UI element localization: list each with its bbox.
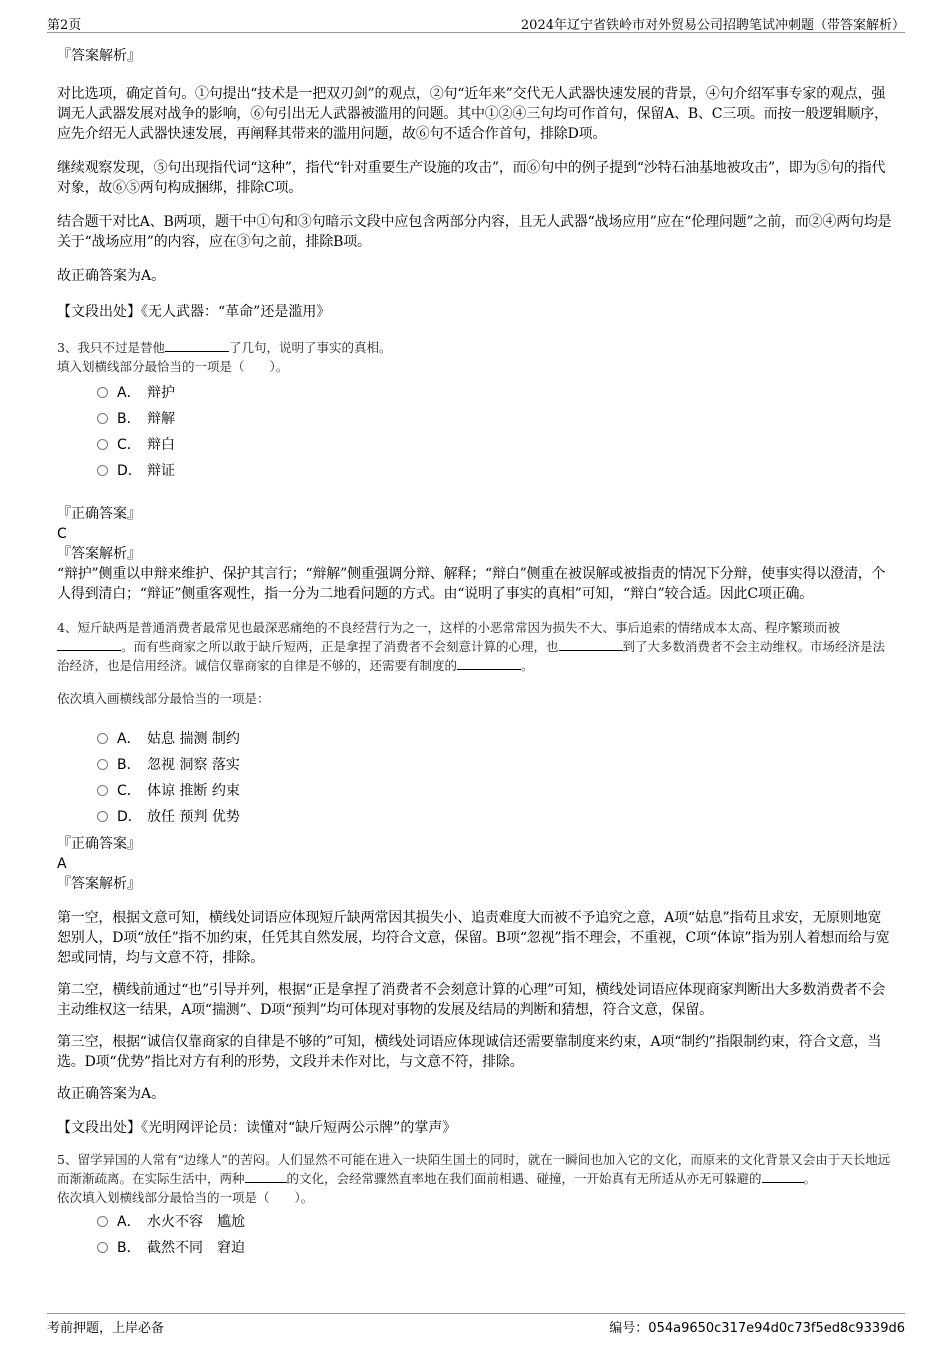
radio-icon[interactable] [97,785,108,796]
option-b[interactable]: B． 截然不同 窘迫 [97,1235,892,1261]
question-instruction: 依次填入画横线部分最恰当的一项是： [57,691,270,706]
correct-answer-heading: 『正确答案』 [57,836,141,852]
analysis-paragraph: 第二空，横线前通过“也”引导并列，根据“正是拿捏了消费者不会刻意计算的心理”可知，横线处词语应体现商家判断出大多数消费者不会主动维权这一结果，A项“揣测”、D项“预判”均可体现对事物的发展及结局的判断和猜想，符合文意，保留。 [57,982,886,1018]
correct-answer-heading: 『正确答案』 [57,506,141,522]
radio-icon[interactable] [97,413,108,424]
question-stem: 3、我只不过是替他 了几句，说明了事实的真相。 [57,340,392,355]
radio-icon[interactable] [97,465,108,476]
radio-icon[interactable] [97,1242,108,1253]
page-number: 第2页 [47,18,82,33]
option-a[interactable]: A． 辩护 [97,380,892,406]
page-footer [47,1313,905,1338]
analysis-paragraph: 继续观察发现，⑤句出现指代词“这种”，指代“针对重要生产设施的攻击”，而⑥句中的例子提到“沙特石油基地被攻击”，即为⑤句的指代对象，故⑥⑤两句构成捆绑，排除C项。 [57,160,886,196]
analysis-paragraph: 第三空，根据“诚信仅靠商家的自律是不够的”可知，横线处词语应体现诚信还需要靠制度来约束，A项“制约”指限制约束，符合文意，当选。D项“优势”指比对方有利的形势，文段并未作对比，与文意不符，排除。 [57,1034,882,1070]
radio-icon[interactable] [97,387,108,398]
correct-answer: A [57,856,67,872]
radio-icon[interactable] [97,759,108,770]
source-citation: 【文段出处】《光明网评论员：读懂对“缺斤短两公示牌”的掌声》 [57,1120,457,1136]
document-id: 编号：054a9650c317e94d0c73f5ed8c9339d6 [609,1321,905,1336]
analysis-paragraph: “辩护”侧重以申辩来维护、保护其言行；“辩解”侧重强调分辩、解释；“辩白”侧重在被误解或被指责的情况下分辩，使事实得以澄清，个人得到清白；“辩证”侧重客观性，指一分为二地看问题的方式。由“说明了事实的真相”可知，“辩白”较合适。因此C项正确。 [57,566,886,602]
analysis-paragraph: 第一空，根据文意可知，横线处词语应体现短斤缺两常因其损失小、追责难度大而被不予追究之意，A项“姑息”指苟且求安，无原则地宽恕别人，D项“放任”指不加约束，任凭其自然发展，均符合文意，保留。B项“忽视”指不理会，不重视，C项“体谅”指为别人着想而给与宽恕或同情，均与文意不符，排除。 [57,910,890,966]
radio-icon[interactable] [97,1216,108,1227]
radio-icon[interactable] [97,439,108,450]
answer-statement: 故正确答案为A。 [57,1086,166,1102]
page-header [47,12,905,33]
option-list [97,380,892,484]
option-b[interactable]: B． 忽视 洞察 落实 [97,752,892,778]
question-stem: 4、短斤缺两是普通消费者最常见也最深恶痛绝的不良经营行为之一，这样的小恶常常因为损失不大、事后追索的情绪成本太高、程序繁琐而被。而有些商家之所以敢于缺斤短两，正是拿捏了消费者不会刻意计算的心理，也 到了大多数消费者不会主动维权。市场经济是法治经济，也是信用经济。诚信仅靠商家的自律是不够的，还需要有制度的 。 [57,620,886,673]
page-content [57,46,892,1261]
question-stem: 5、留学异国的人常有“边缘人”的苦闷。人们显然不可能在进入一块陌生国土的同时，就在一瞬间也加入它的文化，而原来的文化背景又会由于天长地远而渐渐疏离。在实际生活中，两种 的文化，会经常骤然直率地在我们面前相遇、碰撞，一开始真有无所适从亦无可躲避的 。 [57,1152,891,1186]
analysis-heading: 『答案解析』 [57,876,141,892]
correct-answer: C [57,526,67,542]
document-title: 2024年辽宁省铁岭市对外贸易公司招聘笔试冲刺题（带答案解析） [520,18,905,33]
footer-slogan: 考前押题，上岸必备 [47,1321,165,1336]
answer-statement: 故正确答案为A。 [57,268,166,284]
question-instruction: 依次填入划横线部分最恰当的一项是（ ）。 [57,1190,314,1205]
option-d[interactable]: D． 辩证 [97,458,892,484]
option-a[interactable]: A． 姑息 揣测 制约 [97,726,892,752]
option-list [97,726,892,830]
question-instruction: 填入划横线部分最恰当的一项是（ ）。 [57,359,289,374]
analysis-paragraph: 结合题干对比A、B两项，题干中①句和③句暗示文段中应包含两部分内容，且无人武器“战场应用”应在“伦理问题”之前，而②④两句均是关于“战场应用”的内容，应在③句之前，排除B项。 [57,214,892,250]
option-d[interactable]: D． 放任 预判 优势 [97,804,892,830]
radio-icon[interactable] [97,811,108,822]
option-c[interactable]: C． 辩白 [97,432,892,458]
analysis-heading: 『答案解析』 [57,48,141,64]
radio-icon[interactable] [97,733,108,744]
option-a[interactable]: A． 水火不容 尴尬 [97,1209,892,1235]
analysis-paragraph: 对比选项，确定首句。①句提出“技术是一把双刃剑”的观点，②句“近年来”交代无人武器快速发展的背景，④句介绍军事专家的观点，强调无人武器发展对战争的影响，⑥句引出无人武器被滥用的问题。其中①②④三句均可作首句，保留A、B、C三项。而按一般逻辑顺序，应先介绍无人武器快速发展，再阐释其带来的滥用问题，故⑥句不适合作首句，排除D项。 [57,86,888,142]
analysis-heading: 『答案解析』 [57,546,141,562]
option-list [97,1209,892,1261]
source-citation: 【文段出处】《无人武器：“革命”还是滥用》 [57,304,331,320]
option-b[interactable]: B． 辩解 [97,406,892,432]
option-c[interactable]: C． 体谅 推断 约束 [97,778,892,804]
